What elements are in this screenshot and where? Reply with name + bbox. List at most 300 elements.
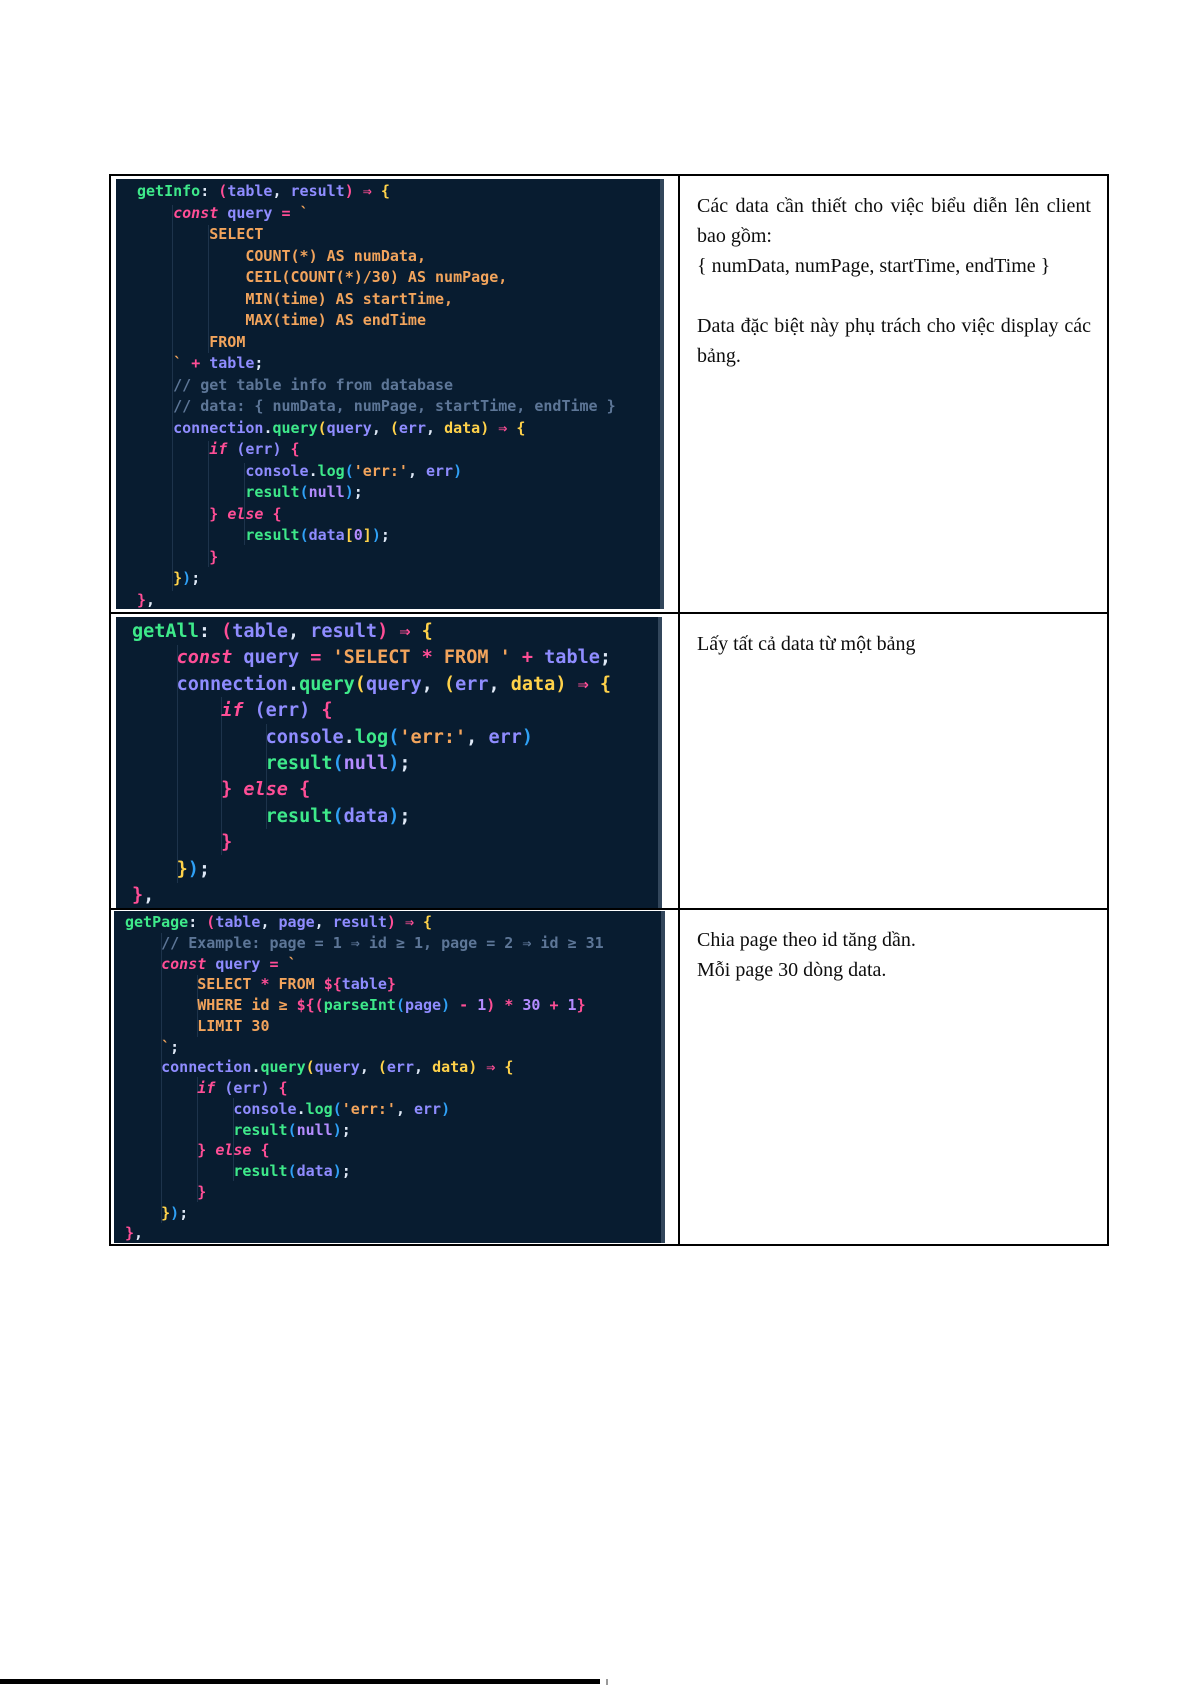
code-token: err xyxy=(233,1079,261,1097)
code-token: result xyxy=(245,483,300,501)
code-token: ⇒ xyxy=(498,418,508,437)
code-token: table xyxy=(544,647,600,669)
code-token xyxy=(243,700,254,721)
code-token: WHERE id ≥ xyxy=(125,996,297,1014)
code-line xyxy=(137,568,660,590)
code-token: } xyxy=(197,1182,207,1201)
code-token: ( xyxy=(388,726,400,748)
code-token: query xyxy=(260,1058,306,1077)
code-token: ( xyxy=(299,483,309,501)
code-token xyxy=(507,419,516,437)
indent-guide xyxy=(172,205,173,591)
code-token: { xyxy=(599,673,612,695)
code-token: data xyxy=(444,418,481,437)
code-token: COUNT(*) AS numData, xyxy=(137,246,426,265)
code-token: table xyxy=(341,975,387,994)
code-line xyxy=(125,1203,661,1224)
code-token xyxy=(291,204,300,222)
code-token: ) xyxy=(344,182,354,200)
code-token: err xyxy=(398,418,426,437)
code-token: } xyxy=(576,996,586,1014)
code-token: ; xyxy=(198,858,210,880)
code-line xyxy=(137,418,660,440)
code-line xyxy=(125,912,661,933)
code-token: if xyxy=(197,1079,216,1097)
code-token: ` xyxy=(299,203,309,222)
code-token: null xyxy=(296,1120,333,1139)
code-token xyxy=(132,753,266,774)
note-paragraph: Các data cần thiết cho việc biểu diễn lên client bao gồm: xyxy=(697,195,1091,247)
code-token: * xyxy=(260,975,270,994)
indent-guide xyxy=(266,724,267,829)
code-token: 30 xyxy=(522,996,541,1014)
code-cell-getall xyxy=(111,614,680,908)
code-token: err xyxy=(426,461,454,480)
note-cell-getpage xyxy=(680,910,1107,1244)
code-token: const xyxy=(161,954,207,973)
note-paragraph: Lấy tất cả data từ một bảng xyxy=(697,633,916,655)
code-token: err xyxy=(245,440,273,458)
code-token: ( xyxy=(236,440,246,458)
code-token: ] xyxy=(362,526,372,544)
code-token: } xyxy=(221,779,233,801)
code-line xyxy=(137,224,660,246)
code-token: : xyxy=(188,913,207,931)
code-line xyxy=(125,1223,661,1243)
note-paragraph: { numData, numPage, startTime, endTime } xyxy=(697,255,1051,277)
code-token: = xyxy=(281,203,291,222)
code-block-getinfo-screenshot xyxy=(116,179,664,609)
code-token: // data: { numData, numPage, startTime, endTime } xyxy=(173,397,616,415)
code-token xyxy=(218,505,227,523)
code-token: : xyxy=(198,621,222,642)
code-token: ( xyxy=(254,700,266,722)
code-token xyxy=(310,700,321,721)
code-line xyxy=(137,396,660,418)
code-token: parseInt xyxy=(323,996,396,1014)
code-token: . xyxy=(251,1058,261,1077)
code-token: ) xyxy=(386,913,396,931)
code-token: { xyxy=(423,913,433,931)
indent-guide xyxy=(221,697,222,855)
code-token: const xyxy=(173,203,219,222)
indent-guide xyxy=(244,463,245,545)
code-token: , xyxy=(260,913,279,931)
code-token: + xyxy=(521,647,534,669)
code-token: connection xyxy=(161,1058,252,1077)
code-token: FROM ' xyxy=(432,647,511,669)
code-token xyxy=(299,647,310,668)
code-token xyxy=(559,996,568,1014)
code-token: ( xyxy=(332,1099,342,1118)
code-token xyxy=(125,1058,161,1076)
code-token: , xyxy=(466,726,489,748)
code-line xyxy=(132,883,658,908)
code-line xyxy=(137,504,660,526)
code-token: ) xyxy=(260,1079,270,1097)
code-token: ) xyxy=(182,569,192,587)
code-token: query xyxy=(299,673,355,695)
code-token xyxy=(125,1204,161,1222)
code-line xyxy=(125,933,661,954)
code-token xyxy=(489,419,498,437)
code-token: null xyxy=(308,483,345,501)
code-token: console xyxy=(245,461,309,480)
note-paragraph-gap xyxy=(697,281,1091,311)
code-token: FROM xyxy=(137,332,246,351)
code-token: , xyxy=(426,418,445,437)
code-token: ( xyxy=(389,418,399,437)
code-token: result xyxy=(332,913,387,931)
code-token: { xyxy=(299,779,311,801)
code-token: ) xyxy=(388,805,400,827)
code-token xyxy=(137,569,173,587)
indent-guide xyxy=(177,645,178,883)
code-token xyxy=(182,354,191,372)
code-token xyxy=(125,1038,161,1056)
code-token: page xyxy=(404,996,442,1014)
code-line xyxy=(137,203,660,225)
code-token xyxy=(288,779,299,800)
code-token: ) xyxy=(299,700,311,722)
code-token xyxy=(260,955,269,973)
code-token xyxy=(272,204,281,222)
code-token xyxy=(137,462,245,480)
code-token: 'err:' xyxy=(341,1099,396,1118)
code-token: getInfo xyxy=(137,182,201,200)
code-token xyxy=(468,996,477,1014)
indent-guide xyxy=(197,1077,198,1202)
code-line xyxy=(137,461,660,483)
code-token: result xyxy=(233,1120,288,1139)
code-token: ) xyxy=(371,526,381,544)
code-line xyxy=(137,482,660,504)
code-token: 0 xyxy=(353,526,363,544)
code-token: data xyxy=(296,1162,333,1180)
code-token: result xyxy=(265,753,333,775)
code-token: , xyxy=(414,1058,433,1077)
code-token: ⇒ xyxy=(486,1058,496,1077)
indent-guide xyxy=(161,933,162,1223)
code-token xyxy=(282,440,291,458)
code-token: null xyxy=(343,753,389,775)
code-token: } xyxy=(161,1203,171,1222)
code-line xyxy=(125,1161,661,1182)
code-token: , xyxy=(395,1099,414,1118)
code-token: data xyxy=(510,673,556,695)
code-token: ` xyxy=(287,954,297,973)
table-row-getinfo xyxy=(111,176,1107,612)
code-token: , xyxy=(421,673,444,695)
code-token: ( xyxy=(377,1058,387,1077)
code-token xyxy=(137,354,173,372)
code-token: , xyxy=(272,182,291,200)
code-token: console xyxy=(233,1099,297,1118)
code-line xyxy=(137,332,660,354)
code-line xyxy=(125,1140,661,1161)
cropped-edge-tick xyxy=(606,1679,608,1685)
code-token: err xyxy=(265,700,300,722)
code-token: query xyxy=(326,418,372,437)
code-token: getPage xyxy=(125,913,189,931)
code-token xyxy=(495,996,504,1014)
code-line xyxy=(132,857,658,883)
document-table xyxy=(109,174,1109,1246)
code-token: query xyxy=(365,673,422,695)
code-token: } xyxy=(132,885,144,907)
code-token xyxy=(354,182,363,200)
code-token: ) xyxy=(272,440,282,458)
code-token: log xyxy=(354,726,389,748)
code-token: // get table info from database xyxy=(173,375,454,394)
code-token: , xyxy=(314,913,333,931)
code-token: ( xyxy=(224,1079,234,1097)
code-line xyxy=(125,1057,661,1078)
code-token: { xyxy=(504,1058,514,1077)
code-line xyxy=(132,777,658,803)
code-token xyxy=(137,440,209,458)
code-token: ; xyxy=(170,1037,180,1056)
code-token: ) xyxy=(377,621,389,642)
code-token: 'err:' xyxy=(353,461,408,480)
code-token: ( xyxy=(221,621,233,642)
code-token: ( xyxy=(443,673,456,695)
code-token: else xyxy=(215,1141,252,1160)
code-token: { xyxy=(260,1141,270,1160)
code-line xyxy=(125,1037,661,1058)
code-token: ( xyxy=(299,526,309,544)
code-token: ( xyxy=(305,1058,315,1077)
code-token: ) xyxy=(187,858,199,880)
code-token: ` xyxy=(161,1037,171,1056)
code-token xyxy=(137,548,209,566)
code-token: if xyxy=(209,440,228,458)
code-token xyxy=(270,1079,279,1097)
code-token: } xyxy=(209,504,219,523)
code-token xyxy=(372,182,381,200)
code-token: // Example: page = 1 ⇒ id ≥ 1, page = 2 ⇒ id ≥ 31 xyxy=(161,933,604,952)
code-token xyxy=(396,913,405,931)
code-token: . xyxy=(343,726,355,748)
code-token: . xyxy=(287,673,300,695)
code-token xyxy=(388,621,399,642)
code-token xyxy=(206,955,215,973)
code-token xyxy=(227,440,236,458)
code-token: , xyxy=(134,1224,144,1243)
code-token: ${ xyxy=(323,975,342,994)
code-token xyxy=(132,727,266,748)
code-token: ( xyxy=(287,1120,297,1139)
code-token: . xyxy=(296,1099,306,1118)
code-line xyxy=(125,1120,661,1141)
code-token xyxy=(533,647,544,668)
code-token: query xyxy=(215,954,261,973)
code-token xyxy=(450,996,459,1014)
code-token: * xyxy=(421,647,433,669)
code-token: MAX(time) AS endTime xyxy=(137,311,426,329)
code-token xyxy=(206,1141,215,1159)
code-token xyxy=(132,674,177,695)
indent-guide xyxy=(197,975,198,1037)
code-token: ( xyxy=(395,996,405,1014)
code-line xyxy=(137,289,660,311)
code-token: ) xyxy=(441,1099,451,1118)
code-token: } xyxy=(209,547,219,566)
code-token: } xyxy=(137,590,147,609)
code-line xyxy=(132,619,658,645)
code-token: } xyxy=(221,832,233,854)
code-token: table xyxy=(227,182,273,200)
code-token: connection xyxy=(176,673,288,695)
code-token: ( xyxy=(206,913,216,931)
code-token xyxy=(232,647,243,668)
code-token xyxy=(125,1162,233,1180)
code-token: console xyxy=(265,726,344,748)
code-token: ( xyxy=(332,753,344,775)
code-token: ; xyxy=(599,647,612,669)
note-cell-getinfo xyxy=(680,176,1107,612)
code-token: CEIL(COUNT(*)/30) AS numPage, xyxy=(137,268,508,286)
code-line xyxy=(132,725,658,751)
code-token: result xyxy=(290,182,345,200)
code-line xyxy=(137,525,660,547)
code-token xyxy=(232,779,243,800)
code-token xyxy=(137,419,173,437)
code-line xyxy=(132,672,658,698)
code-token xyxy=(589,674,600,695)
code-token: [ xyxy=(344,526,354,544)
code-token: log xyxy=(305,1099,333,1118)
code-token xyxy=(414,913,423,931)
code-token xyxy=(200,354,209,372)
code-token: err xyxy=(414,1099,442,1118)
code-token: log xyxy=(317,461,345,480)
code-token xyxy=(137,483,245,501)
code-line xyxy=(132,751,658,777)
code-token: ) xyxy=(453,461,463,480)
code-token xyxy=(218,204,227,222)
code-token: ) xyxy=(388,753,400,775)
code-token: ; xyxy=(353,483,363,501)
code-token: ) xyxy=(468,1058,478,1077)
code-line xyxy=(137,246,660,268)
code-token: { xyxy=(278,1079,288,1097)
code-token xyxy=(410,621,421,642)
code-token xyxy=(125,955,161,973)
code-token: else xyxy=(243,779,288,801)
code-token xyxy=(137,204,173,222)
note-cell-getall xyxy=(680,614,1107,908)
code-token: { xyxy=(380,182,390,200)
code-token: ; xyxy=(341,1120,351,1139)
code-token: * xyxy=(504,996,514,1014)
table-row-getpage xyxy=(111,908,1107,1244)
code-line xyxy=(125,1078,661,1099)
code-token: const xyxy=(176,647,233,669)
code-token: result xyxy=(265,805,333,827)
code-token xyxy=(477,1058,486,1076)
code-token: , xyxy=(146,590,156,609)
code-token: query xyxy=(243,647,300,669)
indent-guide xyxy=(208,225,209,353)
code-token: ; xyxy=(191,569,201,587)
code-line xyxy=(137,547,660,569)
table-row-getall xyxy=(111,612,1107,908)
code-token: + xyxy=(191,354,201,372)
note-paragraph: Chia page theo id tăng dần. xyxy=(697,929,916,951)
code-token: if xyxy=(221,700,244,722)
code-token: ( xyxy=(317,418,327,437)
code-token: data xyxy=(432,1058,469,1077)
code-token: ; xyxy=(254,354,264,372)
code-token: { xyxy=(516,418,526,437)
code-token: ) xyxy=(170,1203,180,1222)
code-token xyxy=(132,859,177,880)
code-token: ) xyxy=(480,418,490,437)
code-token: 'SELECT xyxy=(332,647,422,669)
code-token xyxy=(137,397,173,415)
code-token: . xyxy=(308,461,318,480)
code-token: { xyxy=(272,504,282,523)
code-token: query xyxy=(227,203,273,222)
code-token: } xyxy=(197,1141,207,1160)
code-token: { xyxy=(421,621,433,642)
code-token: page xyxy=(278,913,315,931)
code-token xyxy=(125,934,161,952)
code-token: ( xyxy=(354,673,366,695)
code-token: query xyxy=(314,1058,360,1077)
code-token: ) xyxy=(332,1162,342,1180)
code-line xyxy=(132,804,658,830)
code-token: ) xyxy=(555,673,567,695)
code-cell-getinfo xyxy=(111,176,680,612)
code-line xyxy=(125,974,661,995)
code-token: result xyxy=(310,621,378,642)
code-token xyxy=(495,1058,504,1076)
code-token: , xyxy=(407,461,426,480)
code-line xyxy=(137,267,660,289)
code-token: . xyxy=(263,418,273,437)
code-token: FROM xyxy=(269,975,324,994)
code-token: getAll xyxy=(132,621,199,642)
code-token: ⇒ xyxy=(404,913,414,931)
code-token: result xyxy=(245,526,300,544)
code-token: ( xyxy=(287,1162,297,1180)
code-block-getall-screenshot xyxy=(116,617,662,908)
indent-guide xyxy=(208,441,209,567)
code-line xyxy=(125,954,661,975)
code-token: } xyxy=(173,569,183,587)
code-block-getpage-screenshot xyxy=(114,911,665,1243)
code-token xyxy=(132,806,266,827)
code-token: + xyxy=(549,996,559,1014)
code-token: { xyxy=(290,440,300,458)
code-token: ; xyxy=(399,753,411,775)
code-token: query xyxy=(272,418,318,437)
code-token xyxy=(137,505,209,523)
code-token: ) xyxy=(332,1120,342,1139)
code-line xyxy=(125,995,661,1016)
code-token: LIMIT 30 xyxy=(125,1016,270,1035)
code-token: ${( xyxy=(296,996,324,1014)
code-token xyxy=(215,1079,224,1097)
code-token: = xyxy=(269,954,279,973)
code-token: ; xyxy=(341,1162,351,1180)
code-token: 'err:' xyxy=(399,726,467,748)
code-token xyxy=(566,674,577,695)
code-token: SELECT xyxy=(137,225,264,243)
code-token: } xyxy=(176,858,188,880)
